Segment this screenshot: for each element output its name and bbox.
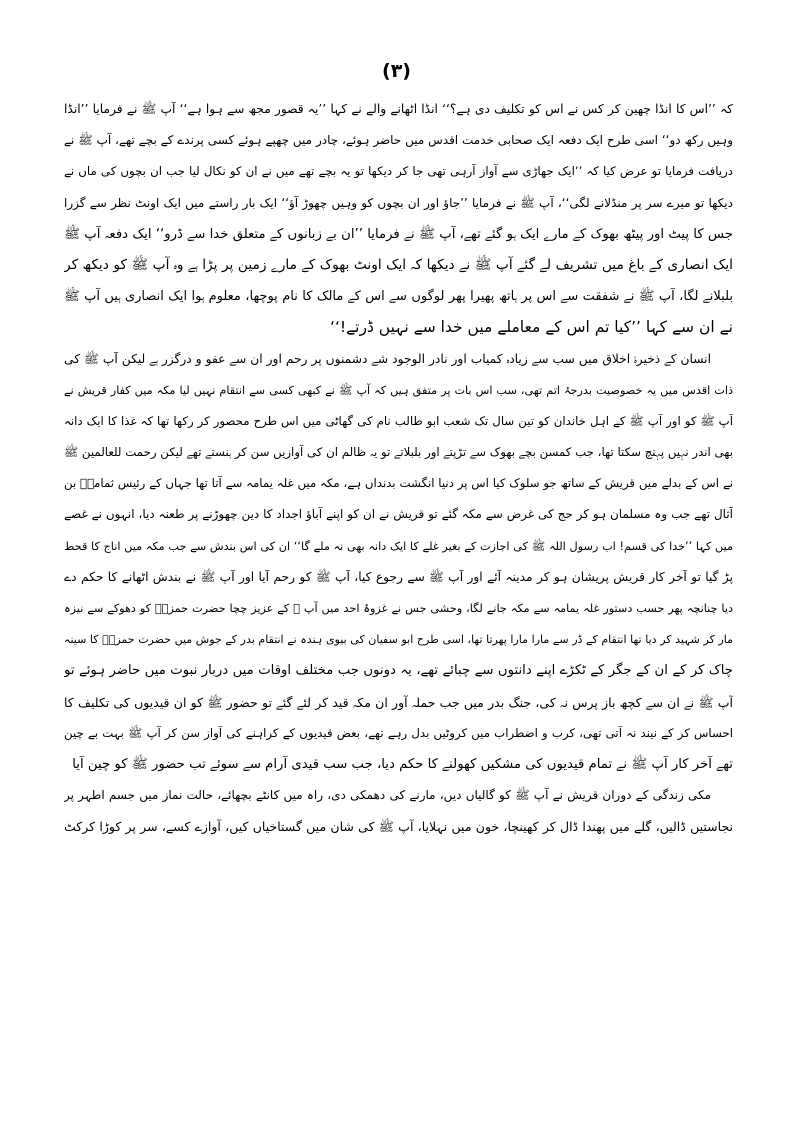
text-line: نے اس کے بدلے میں قریش کے ساتھ جو سلوک کیا اس پر دنیا انگشت بدنداں ہے، مکہ میں غلہ یمامہ سے آتا تھا جہاں کے رئیس ثمامہؓ بن: [64, 476, 733, 491]
body-text: [64, 94, 733, 843]
text-line: مار کر شہید کر دیا تھا انتقام کے ڈر سے مارا مارا پھرتا تھا، اسی طرح ابو سفیان کی بیوی ہندہ نے انتقام بدر کے جوش میں حضرت حمزہؓ کا سینہ: [64, 633, 733, 647]
page-number: (۳): [382, 60, 411, 82]
text-line: دیا چنانچہ پھر حسب دستور غلہ یمامہ سے مکہ جانے لگا، وحشی جس نے غزوۂ احد میں آپ ﷺ کے عزیز چچا حضرت حمزہؓ کو دھوکے سے نیزہ: [64, 602, 733, 615]
text-line: چاک کر کے ان کے جگر کے ٹکڑے اپنے دانتوں سے چبائے تھے، یہ دونوں جب مختلف اوقات میں دربار نبوت میں حاضر ہوئے تو: [64, 663, 733, 679]
text-line: جس کا پیٹ اور پیٹھ بھوک کے مارے ایک ہو گئے تھے، آپ ﷺ نے فرمایا ’’ان بے زبانوں کے متعلق خدا سے ڈرو‘‘ ایک دفعہ آپ ﷺ: [64, 226, 733, 242]
text-line: احساس کر کے نیند نہ آتی تھی، کرب و اضطراب میں کروٹیں بدل رہے تھے، بعض قیدیوں کے کراہنے کی آواز سن کر آپ ﷺ بہت بے چین: [64, 725, 733, 740]
text-line: آپ ﷺ کو اور آپ ﷺ کے اہل خاندان کو تین سال تک شعب ابو طالب نام کی گھاٹی میں اس طرح محصور کر رکھا تھا کہ غذا کا ایک دانہ: [64, 413, 733, 428]
text-line: دیکھا تو میرے سر پر منڈلانے لگی‘‘، آپ ﷺ نے فرمایا ’’جاؤ اور ان بچوں کو وہیں چھوڑ آؤ‘‘ ایک بار راستے میں ایک اونٹ نظر سے گزرا: [64, 195, 733, 210]
text-line: بلبلانے لگا، آپ ﷺ نے شفقت سے اس پر ہاتھ پھیرا پھر لوگوں سے اس کے مالک کا نام پوچھا، معلوم ہوا ایک انصاری ہیں آپ ﷺ: [64, 289, 733, 305]
text-line: آپ ﷺ نے ان سے کچھ باز پرس نہ کی، جنگ بدر میں جب حملہ آور ان مکہ قید کر لئے گئے تو حضور ﷺ کو ان قیدیوں کی تکلیف کا: [64, 694, 733, 710]
text-line: وہیں رکھ دو‘‘ اسی طرح ایک دفعہ ایک صحابی خدمت اقدس میں حاضر ہوئے، چادر میں چھپے ہوئے کسی پرندے کے بچے تھے، آپ ﷺ نے: [64, 133, 733, 148]
text-line: بھی اندر نہیں پہنچ سکتا تھا، جب کمسن بچے بھوک سے تڑپتے اور بلبلاتے تو یہ ظالم ان کی آوازیں سن کر ہنستے تھے لیکن رحمت للعالمین ﷺ: [64, 445, 733, 460]
text-line: نے ان سے کہا ’’کیا تم اس کے معاملے میں خدا سے نہیں ڈرتے!‘‘: [330, 318, 733, 337]
text-line: پڑ گیا تو آخر کار قریش پریشان ہو کر مدینہ آئے اور آپ ﷺ سے رجوع کیا، آپ ﷺ کو رحم آیا اور آپ ﷺ نے بندش اٹھانے کا حکم دے: [64, 569, 733, 584]
text-line: ایک انصاری کے باغ میں تشریف لے گئے آپ ﷺ نے دیکھا کہ ایک اونٹ بھوک کے مارے زمین پر پڑا ہے وہ آپ ﷺ کو دیکھ کر: [64, 256, 733, 273]
text-line: تھے آخر کار آپ ﷺ نے تمام قیدیوں کی مشکیں کھولنے کا حکم دیا، جب سب قیدی آرام سے سوئے تب حضور ﷺ کو چین آیا: [72, 756, 733, 772]
text-line: دریافت فرمایا تو عرض کیا کہ ’’ایک جھاڑی سے آواز آرہی تھی جا کر دیکھا تو یہ بچے تھے میں نے ان کو نکال لیا جب ان بچوں کی ماں نے: [64, 164, 733, 179]
text-line: میں کہا ’’خدا کی قسم! اب رسول اللہ ﷺ کی اجازت کے بغیر غلے کا ایک دانہ بھی نہ ملے گا‘‘ ان کی اس بندش سے جب مکہ میں اناج کا قحط: [64, 539, 733, 553]
text-line: انسان کے ذخیرۂ اخلاق میں سب سے زیادہ کمیاب اور نادر الوجود شے دشمنوں پر رحم اور ان سے عفو و درگزر ہے لیکن آپ ﷺ کی: [64, 351, 711, 366]
text-line: نجاستیں ڈالیں، گلے میں پھندا ڈال کر کھینچا، خون میں نہلایا، آپ ﷺ کی شان میں گستاخیاں کیں، آوازے کسے، سر پر کوڑا کرکٹ: [64, 819, 733, 835]
text-line: مکی زندگی کے دوران قریش نے آپ ﷺ کو گالیاں دیں، مارنے کی دھمکی دی، راہ میں کانٹے بچھائے، حالت نماز میں جسم اطہر پر: [64, 788, 711, 803]
text-line: ذات اقدس میں یہ خصوصیت بدرجۂ اتم تھی، سب اس بات پر متفق ہیں کہ آپ ﷺ نے کبھی کسی سے انتقام نہیں لیا مکہ میں کفار قریش نے: [64, 383, 733, 397]
text-line: آثال تھے جب وہ مسلمان ہو کر حج کی غرض سے مکہ گئے تو قریش نے ان کو اپنے آباؤ اجداد کا دین چھوڑنے پر طعنہ دیا، انہوں نے غصے: [64, 507, 733, 522]
text-line: کہ ’’اس کا انڈا چھین کر کس نے اس کو تکلیف دی ہے؟‘‘ انڈا اٹھانے والے نے کہا ’’یہ قصور مجھ سے ہوا ہے‘‘ آپ ﷺ نے فرمایا ’’انڈا: [64, 102, 733, 116]
